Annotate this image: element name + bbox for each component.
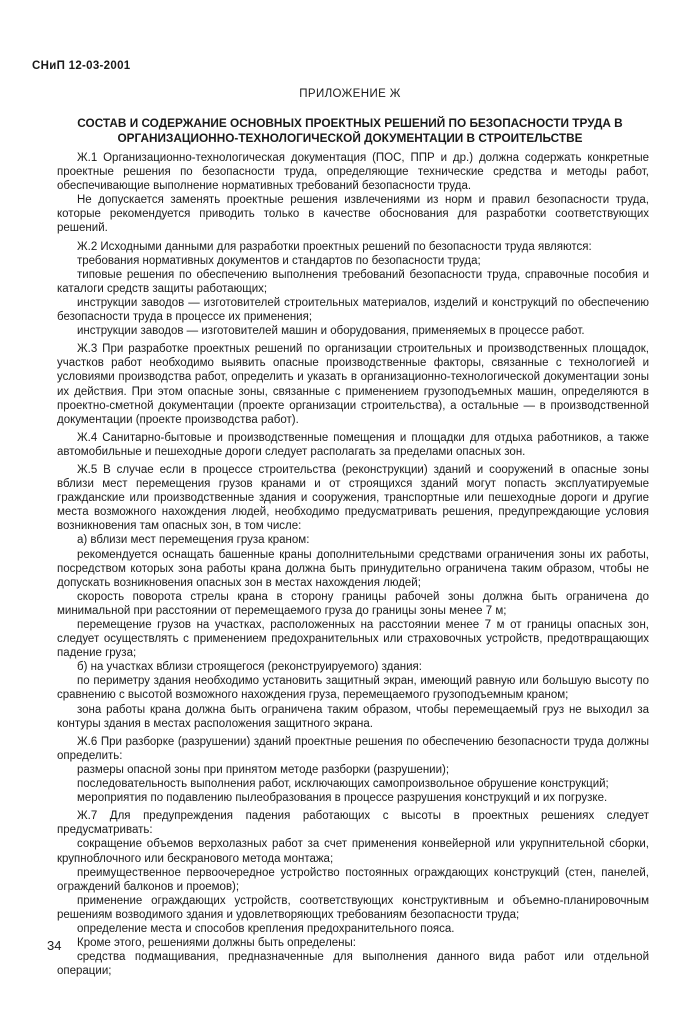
appendix-label: ПРИЛОЖЕНИЕ Ж [299,88,401,100]
paragraph: б) на участках вблизи строящегося (реконструируемого) здания: [77,661,422,674]
paragraph: Ж.7 Для предупреждения падения работающих с высоты в проектных решениях следует предусматривать: [57,810,649,837]
paragraph: зона работы крана должна быть ограничена таким образом, чтобы перемещаемый груз не выходил за контуры здания в местах расположения защитного экрана. [57,703,649,730]
section-title: СОСТАВ И СОДЕРЖАНИЕ ОСНОВНЫХ ПРОЕКТНЫХ РЕШЕНИЙ ПО БЕЗОПАСНОСТИ ТРУДА В ОРГАНИЗАЦИОННО-ТЕХНОЛОГИЧЕСКОЙ ДОКУМЕНТАЦИИ В СТРОИТЕЛЬСТВЕ [77,116,623,145]
document-code: СНиП 12-03-2001 [32,60,131,72]
paragraph: применение ограждающих устройств, соответствующих конструктивным и объемно-планировочным решениям возводимого здания и удовлетворяющих требованиям безопасности труда; [57,894,649,921]
paragraph: Не допускается заменять проектные решения извлечениями из норм и правил безопасности труда, которые рекомендуется приводить только в качестве обоснования для разработки соответствующих решений. [57,194,649,235]
page-number: 34 [47,938,62,953]
paragraph: рекомендуется оснащать башенные краны дополнительными средствами ограничения зоны их работы, посредством которых зона работы крана должна быть принудительно ограничена таким образом, чтобы не допускать возникновения опасных зон в местах нахождения людей; [57,548,649,589]
paragraph: по периметру здания необходимо установить защитный экран, имеющий равную или большую высоту по сравнению с высотой возможного нахождения груза, перемещаемого грузоподъемным краном; [57,675,649,702]
paragraph: типовые решения по обеспечению выполнения требований безопасности труда, справочные пособия и каталоги средств защиты работающих; [57,268,649,295]
paragraph: последовательность выполнения работ, исключающих самопроизвольное обрушение конструкций; [77,778,609,791]
paragraph: определение места и способов крепления предохранительного пояса. [77,922,455,935]
paragraph: Ж.3 При разработке проектных решений по организации строительных и производственных площадок, участков работ необходимо выявить опасные производственные факторы, связанные с технологией и условиями производства работ, определить и указать в организационно-технологической документации зоны их действия. При этом опасные зоны, связанные с применением грузоподъемных машин, определяются в проектно-сметной документации (проекте организации строительства), а остальные — в производственной документации (проекте производства работ). [57,343,649,426]
paragraph: Ж.1 Организационно-технологическая документация (ПОС, ППР и др.) должна содержать конкретные проектные решения по безопасности труда, определяющие технические средства и методы работ, обеспечивающие выполнение нормативных требований безопасности труда. [57,152,649,193]
paragraph: скорость поворота стрелы крана в сторону границы рабочей зоны должна быть ограничена до минимальной при расстоянии от перемещаемого груза до границы зоны менее 7 м; [57,590,649,617]
paragraph: Ж.6 При разборке (разрушении) зданий проектные решения по обеспечению безопасности труда должны определить: [57,735,649,762]
paragraph: преимущественное первоочередное устройство постоянных ограждающих конструкций (стен, панелей, ограждений балконов и проемов); [57,866,649,893]
paragraph: Ж.4 Санитарно-бытовые и производственные помещения и площадки для отдыха работников, а также автомобильные и пешеходные дороги следует располагать за пределами опасных зон. [57,431,649,458]
paragraph: Ж.2 Исходными данными для разработки проектных решений по безопасности труда являются: [77,240,592,253]
paragraph: перемещение грузов на участках, расположенных на расстоянии менее 7 м от границы опасных зон, следует осуществлять с применением предохранительных или страховочных устройств, предотвращающих падение груза; [57,619,649,660]
paragraph: сокращение объемов верхолазных работ за счет применения конвейерной или укрупнительной сборки, крупноблочного или бескранового метода монтажа; [57,838,649,865]
paragraph: а) вблизи мест перемещения груза краном: [77,534,310,547]
paragraph: инструкции заводов — изготовителей строительных материалов, изделий и конструкций по обеспечению безопасности труда в процессе их применения; [57,296,649,324]
paragraph: требования нормативных документов и стандартов по безопасности труда; [77,254,481,267]
body-text [57,151,649,978]
paragraph: мероприятия по подавлению пылеобразования в процессе разрушения конструкций и их погрузке. [77,792,608,805]
paragraph: Ж.5 В случае если в процессе строительства (реконструкции) зданий и сооружений в опасные зоны вблизи мест перемещения грузов кранами и от строящихся зданий могут попасть эксплуатируемые гражданские или производственные здания и сооружения, транспортные или пешеходные дороги и другие места возможного нахождения людей, необходимо предусматривать решения, предупреждающие условия возникновения там опасных зон, в том числе: [57,463,649,533]
paragraph: инструкции заводов — изготовителей машин и оборудования, применяемых в процессе работ. [77,325,585,338]
paragraph: средства подмащивания, предназначенные для выполнения данного вида работ или отдельной операции; [57,951,649,978]
paragraph: размеры опасной зоны при принятом методе разборки (разрушении); [77,763,450,776]
paragraph: Кроме этого, решениями должны быть определены: [77,937,356,950]
